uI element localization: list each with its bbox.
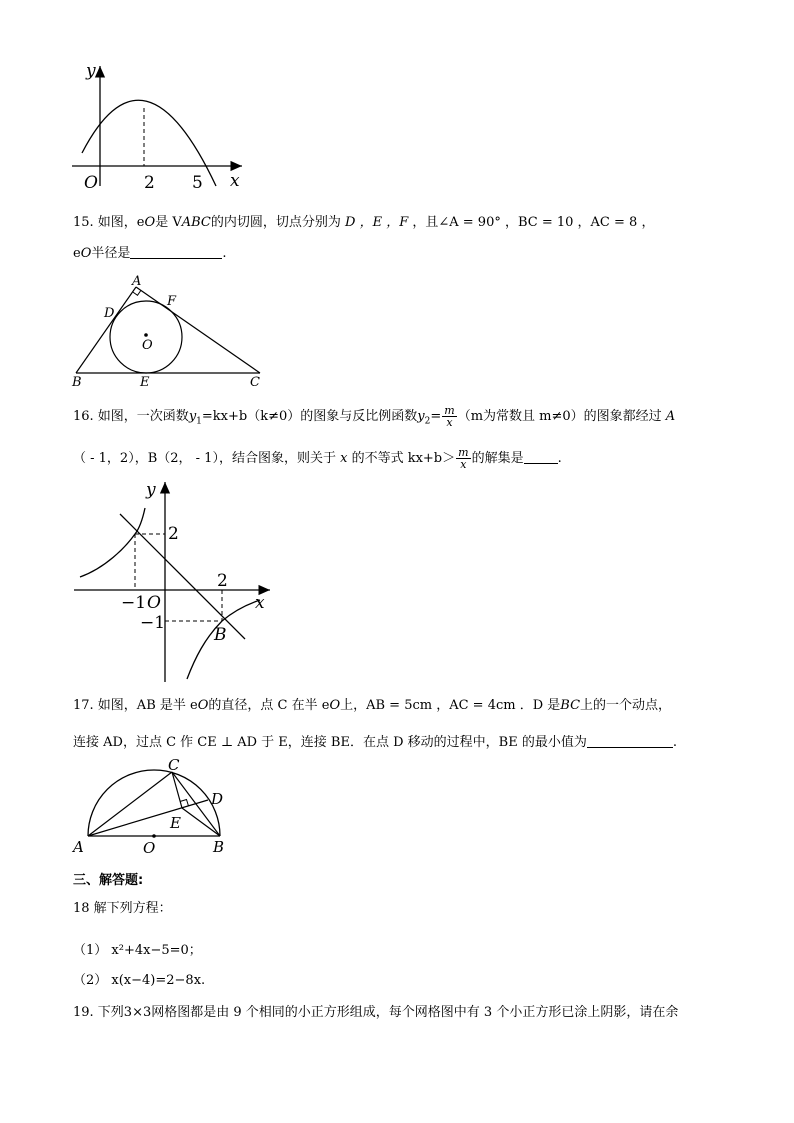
incircle-figure — [70, 275, 270, 390]
fraction-m-over-x-2: $\frac{m}{x}$ — [458, 446, 469, 471]
section-heading: 三、解答题: — [73, 873, 144, 888]
y-label: y — [146, 480, 156, 500]
segment-ce — [172, 772, 182, 808]
q16-line1: 16. 如图，一次函数$y_1=kx+b(k\ne 0)$的图象与反比例函数$y_2=$ $\frac{m}{x}$ （m为常数且 m≠0）的图象都经过 A — [73, 404, 676, 429]
arc-bc: BC — [560, 698, 581, 713]
q17-line1: 17. 如图，AB 是半 eO的直径，点 C 在半 eO上，AB = 5cm ，AC = 4cm ．D 是BC上的一个动点， — [73, 698, 672, 713]
y-label: y — [86, 61, 96, 81]
answer-blank[interactable] — [130, 245, 222, 259]
tick-5: 5 — [192, 173, 203, 193]
answer-blank[interactable] — [587, 734, 673, 748]
label-a: A — [132, 274, 142, 289]
q18-part2: （2） x(x−4)=2−8x. — [73, 973, 206, 988]
label-e: E — [140, 375, 150, 390]
x-label: x — [230, 171, 240, 191]
label-a: A — [73, 838, 84, 856]
q15-line1: 15. 如图，eO是 VABC的内切圆，切点分别为 D ，E ，F ，且∠A = 90° ，BC = 10 ，AC = 8 ， — [73, 215, 655, 230]
chord-ac — [88, 772, 172, 836]
tick-2-y: 2 — [168, 524, 179, 544]
q18-title: 18 解下列方程： — [73, 901, 172, 916]
q16-line2: （ - 1，2），B（2， - 1），结合图象，则关于 x 的不等式 kx+b＞ $\frac{m}{x}$ 的解集是 . — [73, 446, 562, 471]
q19-line1: 19. 下列3×3网格图都是由 9 个相同的小正方形组成，每个网格图中有 3 个小正方形已涂上阴影，请在余 — [73, 1005, 679, 1020]
label-b: B — [72, 375, 82, 390]
tick-neg1-x: −1 — [121, 593, 147, 613]
incircle — [110, 301, 182, 373]
label-b: B — [213, 838, 225, 856]
label-o: O — [142, 338, 153, 353]
tick-neg1-y: −1 — [140, 613, 166, 633]
fraction-m-over-x: $\frac{m}{x}$ — [444, 404, 455, 429]
semicircle-arc — [88, 770, 220, 836]
q17-line2: 连接 AD，过点 C 作 CE ⊥ AD 于 E，连接 BE．在点 D 移动的过程中，BE 的最小值为 . — [73, 735, 677, 750]
label-d: D — [104, 306, 115, 321]
label-f: F — [167, 294, 177, 309]
center-dot — [144, 333, 148, 337]
label-c: C — [250, 375, 260, 390]
segment-be — [182, 808, 220, 836]
segment-ad — [88, 800, 208, 836]
origin-label: O — [147, 593, 161, 613]
label-o: O — [143, 839, 156, 857]
side-ac — [136, 287, 260, 373]
semicircle-figure — [70, 758, 235, 858]
function-graph-figure — [70, 478, 275, 683]
answer-blank[interactable] — [524, 450, 558, 464]
tick-2-x: 2 — [217, 571, 228, 591]
tick-2: 2 — [144, 173, 155, 193]
label-b: B — [214, 625, 227, 645]
x-label: x — [255, 593, 265, 613]
side-ab — [76, 287, 136, 373]
center-dot — [152, 834, 156, 838]
origin-label: O — [84, 173, 98, 193]
parabola-figure — [70, 58, 250, 193]
label-d: D — [211, 790, 224, 808]
label-c: C — [168, 756, 180, 774]
label-e: E — [170, 814, 181, 832]
q15-line2: eO半径是 . — [73, 246, 227, 261]
q18-part1: （1） x²+4x−5=0； — [73, 943, 202, 958]
